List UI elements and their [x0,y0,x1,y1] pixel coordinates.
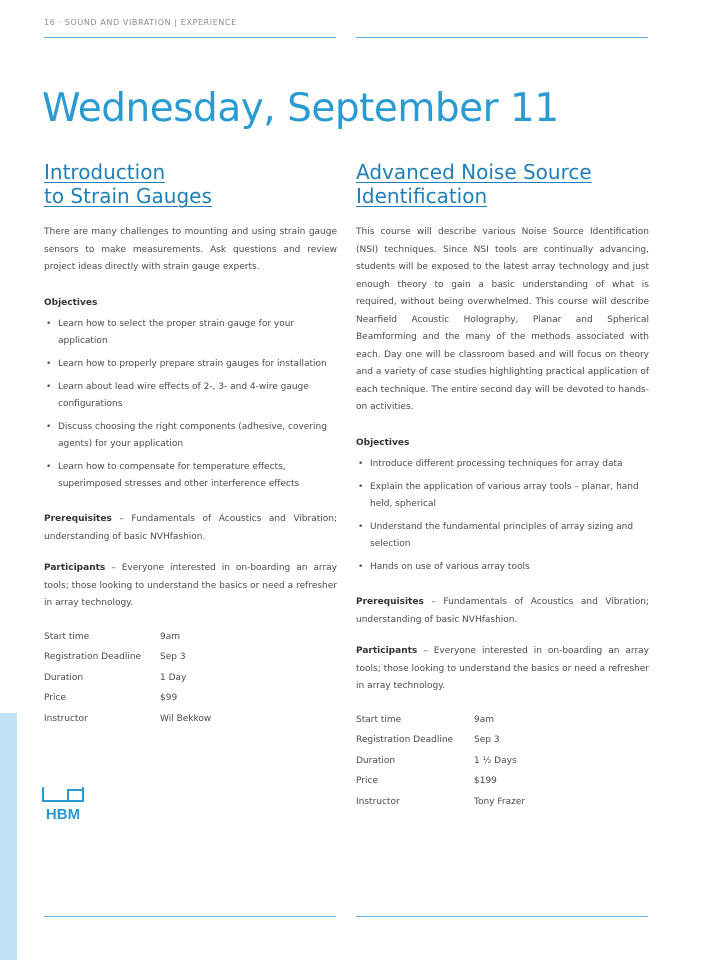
info-key: Price [356,776,378,786]
course-strain-gauges [44,160,337,729]
participants-label: Participants [44,563,106,573]
info-key: Price [44,693,66,703]
list-item: • Learn how to select the proper strain gauge for your application [44,316,337,350]
info-value: Tony Frazer [474,796,526,807]
course-title-line1: Introduction [44,160,166,184]
info-key: Start time [356,714,402,725]
info-value: 1 ½ Days [474,755,517,766]
page-title: Wednesday, September 11 [42,86,559,131]
info-value: Sep 3 [160,652,186,662]
objectives-list [356,456,649,576]
info-key: Start time [44,631,90,642]
info-key: Duration [356,755,396,766]
list-item: • Learn how to compensate for temperature effects, superimposed stresses and other interference effects [44,459,337,493]
footer-rule-right [356,916,648,917]
info-value: $199 [474,776,497,786]
footer-rule-left [44,916,336,917]
list-item: • Learn how to properly prepare strain gauges for installation [44,356,337,373]
info-key: Registration Deadline [44,652,142,662]
info-row [356,792,649,813]
objectives-list [44,316,337,493]
prerequisites-label: Prerequisites [44,514,112,524]
info-row [44,627,337,648]
info-row [356,751,649,772]
logo-inner-icon [68,790,83,801]
list-item: • Discuss choosing the right components (adhesive, covering agents) for your application [44,419,337,453]
info-value: Sep 3 [474,735,500,745]
info-row [44,709,337,730]
info-row [44,668,337,689]
info-value: 1 Day [160,672,187,683]
course-info-table [44,627,337,730]
prerequisites [44,511,337,546]
header-rule-right [356,37,648,38]
info-key: Instructor [44,713,88,724]
participants-text: – Everyone interested in on-boarding an array tools; those looking to understand the basics or need a refresher in array technology. [44,563,337,608]
course-intro: There are many challenges to mounting and using strain gauge sensors to make measurements. Ask questions and review project ideas directly with strain gauge experts. [44,227,337,272]
prerequisites-label: Prerequisites [356,597,424,607]
objectives-heading: Objectives [356,437,410,448]
info-key: Instructor [356,796,400,807]
info-row [356,730,649,751]
info-row [356,710,649,731]
prerequisites-text: – Fundamentals of Acoustics and Vibration; understanding of basic NVHfashion. [44,514,337,542]
objectives-heading: Objectives [44,297,98,308]
list-item: • Explain the application of various array tools – planar, hand held, spherical [356,479,649,513]
participants [44,560,337,613]
info-key: Registration Deadline [356,735,454,745]
participants-label: Participants [356,646,418,656]
list-item: • Learn about lead wire effects of 2-, 3- and 4-wire gauge configurations [44,379,337,413]
course-intro: This course will describe various Noise Source Identification (NSI) techniques. Since NSI tools are continually advancing, students will be exposed to the latest array technology and just enough theory to gain a basic understanding of what is required, without being overwhelmed. This course will describe Nearfield Acoustic Holography, Planar and Spherical Beamforming and the many of the methods associated with each. Day one will be classroom based and will focus on theory and a variety of case studies highlighting practical application of each technique. The entire second day will be devoted to hands-on activities. [356,227,649,412]
list-item: • Understand the fundamental principles of array sizing and selection [356,519,649,553]
participants-text: – Everyone interested in on-boarding an array tools; those looking to understand the basics or need a refresher in array technology. [356,646,649,691]
course-title[interactable] [356,160,649,208]
info-row [44,688,337,709]
info-value: 9am [474,714,495,725]
participants [356,643,649,696]
logo-text: HBM [45,806,81,822]
list-item: • Introduce different processing techniques for array data [356,456,649,473]
running-head: 16 · SOUND AND VIBRATION | EXPERIENCE [44,18,237,27]
info-row [356,771,649,792]
course-title-line2: to Strain Gauges [44,184,212,208]
course-title-line1: Advanced Noise Source [356,160,592,184]
prerequisites [356,594,649,629]
side-tab [0,713,17,960]
course-noise-source-identification [356,160,649,812]
course-title-line2: Identification [356,184,488,208]
prerequisites-text: – Fundamentals of Acoustics and Vibration; understanding of basic NVHfashion. [356,597,649,625]
info-value: 9am [160,631,181,642]
info-value: $99 [160,693,178,703]
hbm-logo [42,786,84,822]
course-title[interactable] [44,160,337,208]
header-rule-left [44,37,336,38]
info-value: Wil Bekkow [160,713,212,724]
info-row [44,647,337,668]
list-item: • Hands on use of various array tools [356,559,649,576]
course-info-table [356,710,649,813]
info-key: Duration [44,672,84,683]
